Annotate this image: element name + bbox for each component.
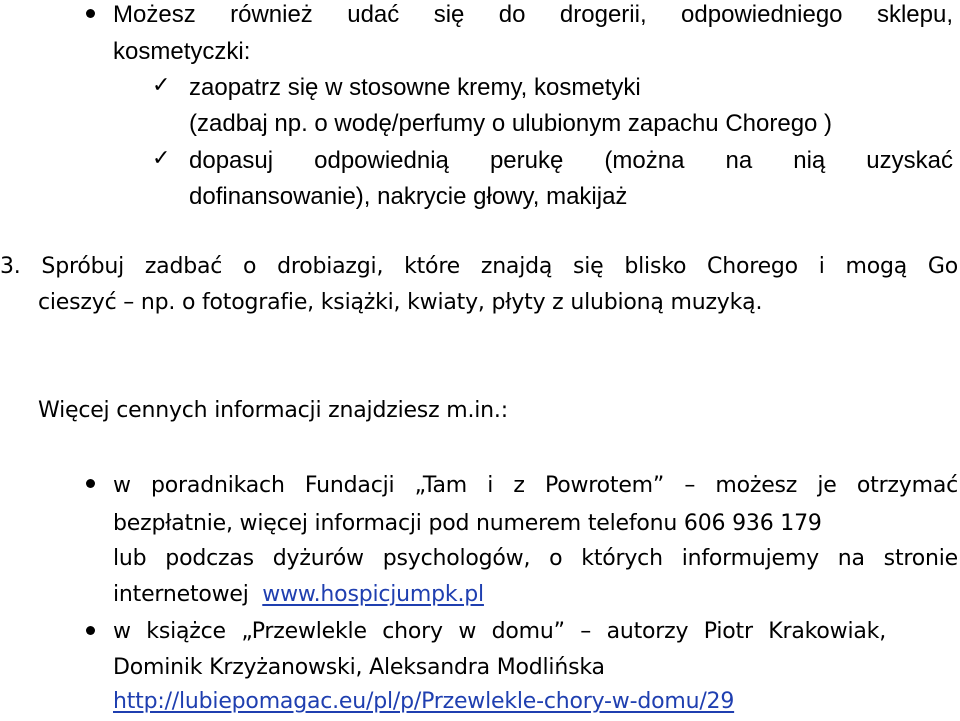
hospicjum-link[interactable]: www.hospicjumpk.pl <box>262 582 484 607</box>
list-item-line: lub podczas dyżurów psychologów, o których informujemy na stronie <box>113 546 958 571</box>
numbered-paragraph-line: 3. Spróbuj zadbać o drobiazgi, które znajdą się blisko Chorego i mogą Go <box>0 254 958 279</box>
paragraph-line: Możesz również udać się do drogerii, odpowiedniego sklepu, <box>113 1 953 28</box>
checklist-item-line: (zadbaj np. o wodę/perfumy o ulubionym zapachu Chorego ) <box>189 110 833 137</box>
list-item-line: w książce „Przewlekle chory w domu” – autorzy Piotr Krakowiak, <box>113 619 886 644</box>
checklist-item-line: zaopatrz się w stosowne kremy, kosmetyki <box>189 74 641 101</box>
list-item-line: Dominik Krzyżanowski, Aleksandra Modlińska <box>113 655 605 680</box>
list-item-line <box>113 584 484 606</box>
checklist-item-line: dofinansowanie), nakrycie głowy, makijaż <box>189 183 628 210</box>
bullet-dot-icon <box>86 479 95 488</box>
book-link[interactable]: http://lubiepomagac.eu/pl/p/Przewlekle-chory-w-domu/29 <box>113 689 735 714</box>
list-item-line: bezpłatnie, więcej informacji pod numerem telefonu 606 936 179 <box>113 511 822 536</box>
section-heading: Więcej cennych informacji znajdziesz m.in.: <box>38 398 508 423</box>
checkmark-icon: ✓ <box>152 146 171 171</box>
checklist-item-line: dopasuj odpowiednią perukę (można na nią uzyskać <box>189 147 953 174</box>
bullet-dot-icon <box>86 9 95 18</box>
paragraph-line: kosmetyczki: <box>113 38 251 65</box>
numbered-paragraph-line: cieszyć – np. o fotografie, książki, kwiaty, płyty z ulubioną muzyką. <box>38 290 763 315</box>
bullet-dot-icon <box>86 626 95 635</box>
list-item-line: w poradnikach Fundacji „Tam i z Powrotem” – możesz je otrzymać <box>113 473 958 498</box>
list-item-text: internetowej <box>113 582 263 607</box>
checkmark-icon: ✓ <box>152 73 171 98</box>
